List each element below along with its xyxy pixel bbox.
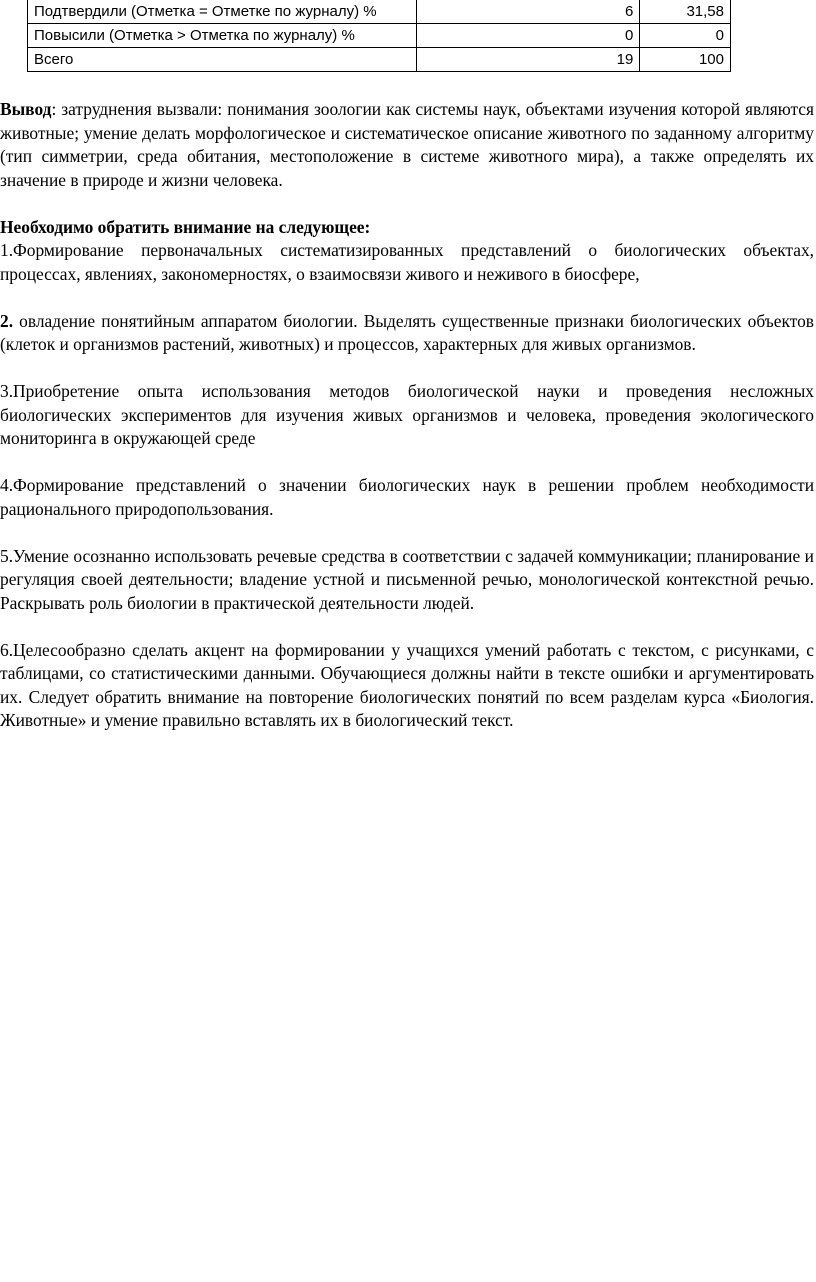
attention-heading (0, 216, 814, 240)
item-text: Формирование представлений о значении биологических наук в решении проблем необходимости рационального природопользования. (0, 475, 814, 519)
row-label: Всего (28, 48, 417, 72)
row-count: 0 (416, 24, 640, 48)
body-text (0, 98, 814, 733)
row-percent: 100 (640, 48, 731, 72)
attention-heading-text: Необходимо обратить внимание на следующее: (0, 216, 371, 237)
conclusion-label: Вывод (0, 99, 52, 119)
conclusion-text: : затруднения вызвали: понимания зоологии как системы наук, объектами изучения которой являются животные; умение делать морфологическое и систематическое описание животного по заданному алгоритму (тип симметрии, среда обитания, местоположение в системе животного мира), а также определять их значение в природе и жизни человека. (0, 99, 814, 190)
item-text: Приобретение опыта использования методов биологической науки и проведения несложных биологических экспериментов для изучения живых организмов и человека, проведения экологического мониторинга в окружающей среде (0, 381, 814, 448)
conclusion-paragraph (0, 98, 814, 192)
item-text: Формирование первоначальных систематизированных представлений о биологических объектах, процессах, явлениях, закономерностях, о взаимосвязи живого и неживого в биосфере, (0, 240, 814, 284)
list-item (0, 545, 814, 616)
list-item (0, 239, 814, 286)
row-label: Повысили (Отметка > Отметка по журналу) % (28, 24, 417, 48)
results-table (27, 0, 731, 72)
row-label: Подтвердили (Отметка = Отметке по журналу) % (28, 0, 417, 24)
item-number: 4. (0, 475, 14, 495)
row-percent: 0 (640, 24, 731, 48)
table-row (28, 48, 731, 72)
item-number: 6. (0, 639, 14, 660)
row-count: 6 (416, 0, 640, 24)
row-percent: 31,58 (640, 0, 731, 24)
item-text: Целесообразно сделать акцент на формировании у учащихся умений работать с текстом, с рисунками, с таблицами, со статистическими данными. Обучающиеся должны найти в тексте ошибки и аргументировать их. Следует обратить внимание на повторение биологических понятий по всем разделам курса «Биология. Животные» и умение правильно вставлять их в биологический текст. (0, 639, 814, 730)
list-item (0, 380, 814, 451)
item-number: 3. (0, 381, 14, 401)
list-item (0, 474, 814, 521)
list-item (0, 310, 814, 357)
item-number: 1. (0, 240, 14, 260)
item-text: Умение осознанно использовать речевые средства в соответствии с задачей коммуникации; планирование и регуляция своей деятельности; владение устной и письменной речью, монологической контекстной речью. Раскрывать роль биологии в практической деятельности людей. (0, 545, 814, 613)
row-count: 19 (416, 48, 640, 72)
table-row (28, 0, 731, 24)
item-text: овладение понятийным аппаратом биологии. Выделять существенные признаки биологических объектов (клеток и организмов растений, животных) и процессов, характерных для живых организмов. (0, 310, 814, 354)
list-item (0, 639, 814, 733)
table-row (28, 24, 731, 48)
item-number: 5. (0, 545, 14, 566)
item-number: 2. (0, 310, 14, 331)
